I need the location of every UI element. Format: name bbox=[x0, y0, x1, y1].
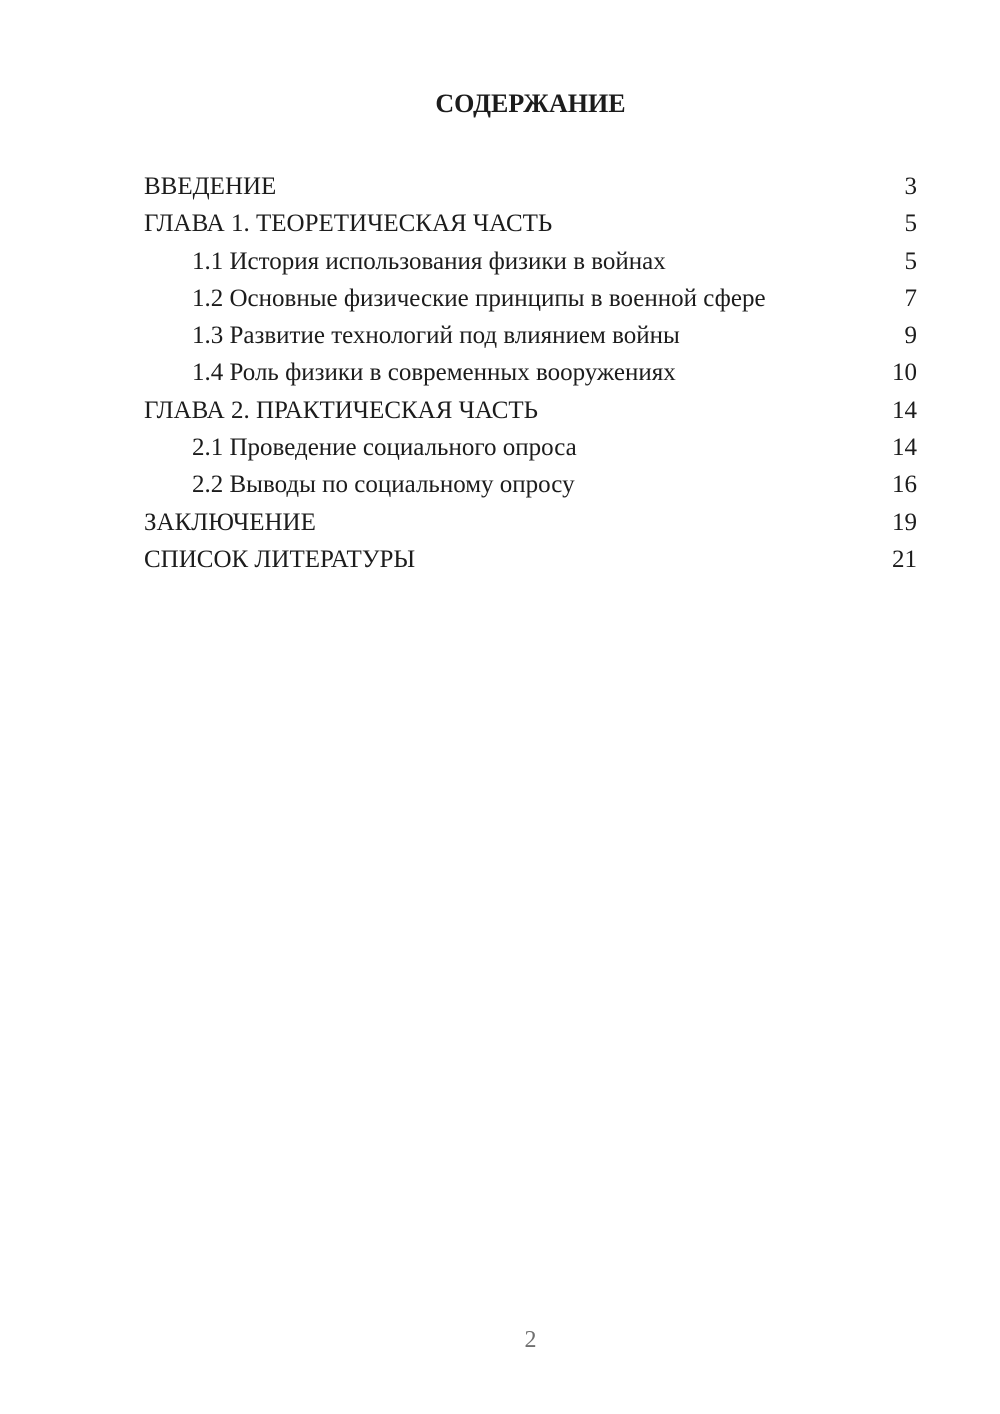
toc-entry bbox=[144, 504, 917, 541]
toc-entry bbox=[144, 429, 917, 466]
toc-entry bbox=[144, 280, 917, 317]
toc-entry-label: 2.2 Выводы по социальному опросу bbox=[192, 471, 575, 499]
toc-entry-label: 2.1 Проведение социального опроса bbox=[192, 434, 577, 462]
toc-entry bbox=[144, 392, 917, 429]
toc-entry bbox=[144, 317, 917, 354]
page-title: СОДЕРЖАНИЕ bbox=[435, 89, 626, 118]
toc-entry bbox=[144, 243, 917, 280]
toc-entry-page: 9 bbox=[904, 322, 917, 350]
toc-entry-page: 3 bbox=[904, 173, 917, 200]
toc-entry-page: 7 bbox=[904, 284, 917, 312]
toc-entry-label: ЗАКЛЮЧЕНИЕ bbox=[144, 508, 316, 536]
footer-page-number: 2 bbox=[524, 1327, 537, 1353]
toc-entry-label: ВВЕДЕНИЕ bbox=[144, 173, 277, 200]
toc-entry-page: 5 bbox=[904, 210, 917, 238]
table-of-contents bbox=[144, 168, 917, 578]
toc-entry bbox=[144, 168, 917, 205]
toc-entry-label: 1.4 Роль физики в современных вооружениях bbox=[192, 359, 676, 387]
toc-entry bbox=[144, 354, 917, 391]
toc-entry-page: 21 bbox=[892, 545, 917, 573]
toc-entry-label: 1.2 Основные физические принципы в военной сфере bbox=[192, 284, 766, 312]
toc-entry-page: 19 bbox=[892, 508, 917, 536]
toc-entry bbox=[144, 466, 917, 503]
toc-entry-label: СПИСОК ЛИТЕРАТУРЫ bbox=[144, 545, 416, 573]
toc-entry-page: 5 bbox=[904, 247, 917, 275]
toc-entry-label: 1.1 История использования физики в войнах bbox=[192, 247, 666, 275]
toc-entry bbox=[144, 205, 917, 242]
toc-entry-label: ГЛАВА 2. ПРАКТИЧЕСКАЯ ЧАСТЬ bbox=[144, 396, 539, 424]
toc-entry-page: 16 bbox=[892, 471, 917, 499]
toc-entry-page: 14 bbox=[892, 396, 917, 424]
toc-entry bbox=[144, 541, 917, 578]
toc-entry-label: 1.3 Развитие технологий под влиянием войны bbox=[192, 322, 680, 350]
toc-entry-page: 14 bbox=[892, 434, 917, 462]
toc-entry-page: 10 bbox=[892, 359, 917, 387]
toc-entry-label: ГЛАВА 1. ТЕОРЕТИЧЕСКАЯ ЧАСТЬ bbox=[144, 210, 553, 238]
